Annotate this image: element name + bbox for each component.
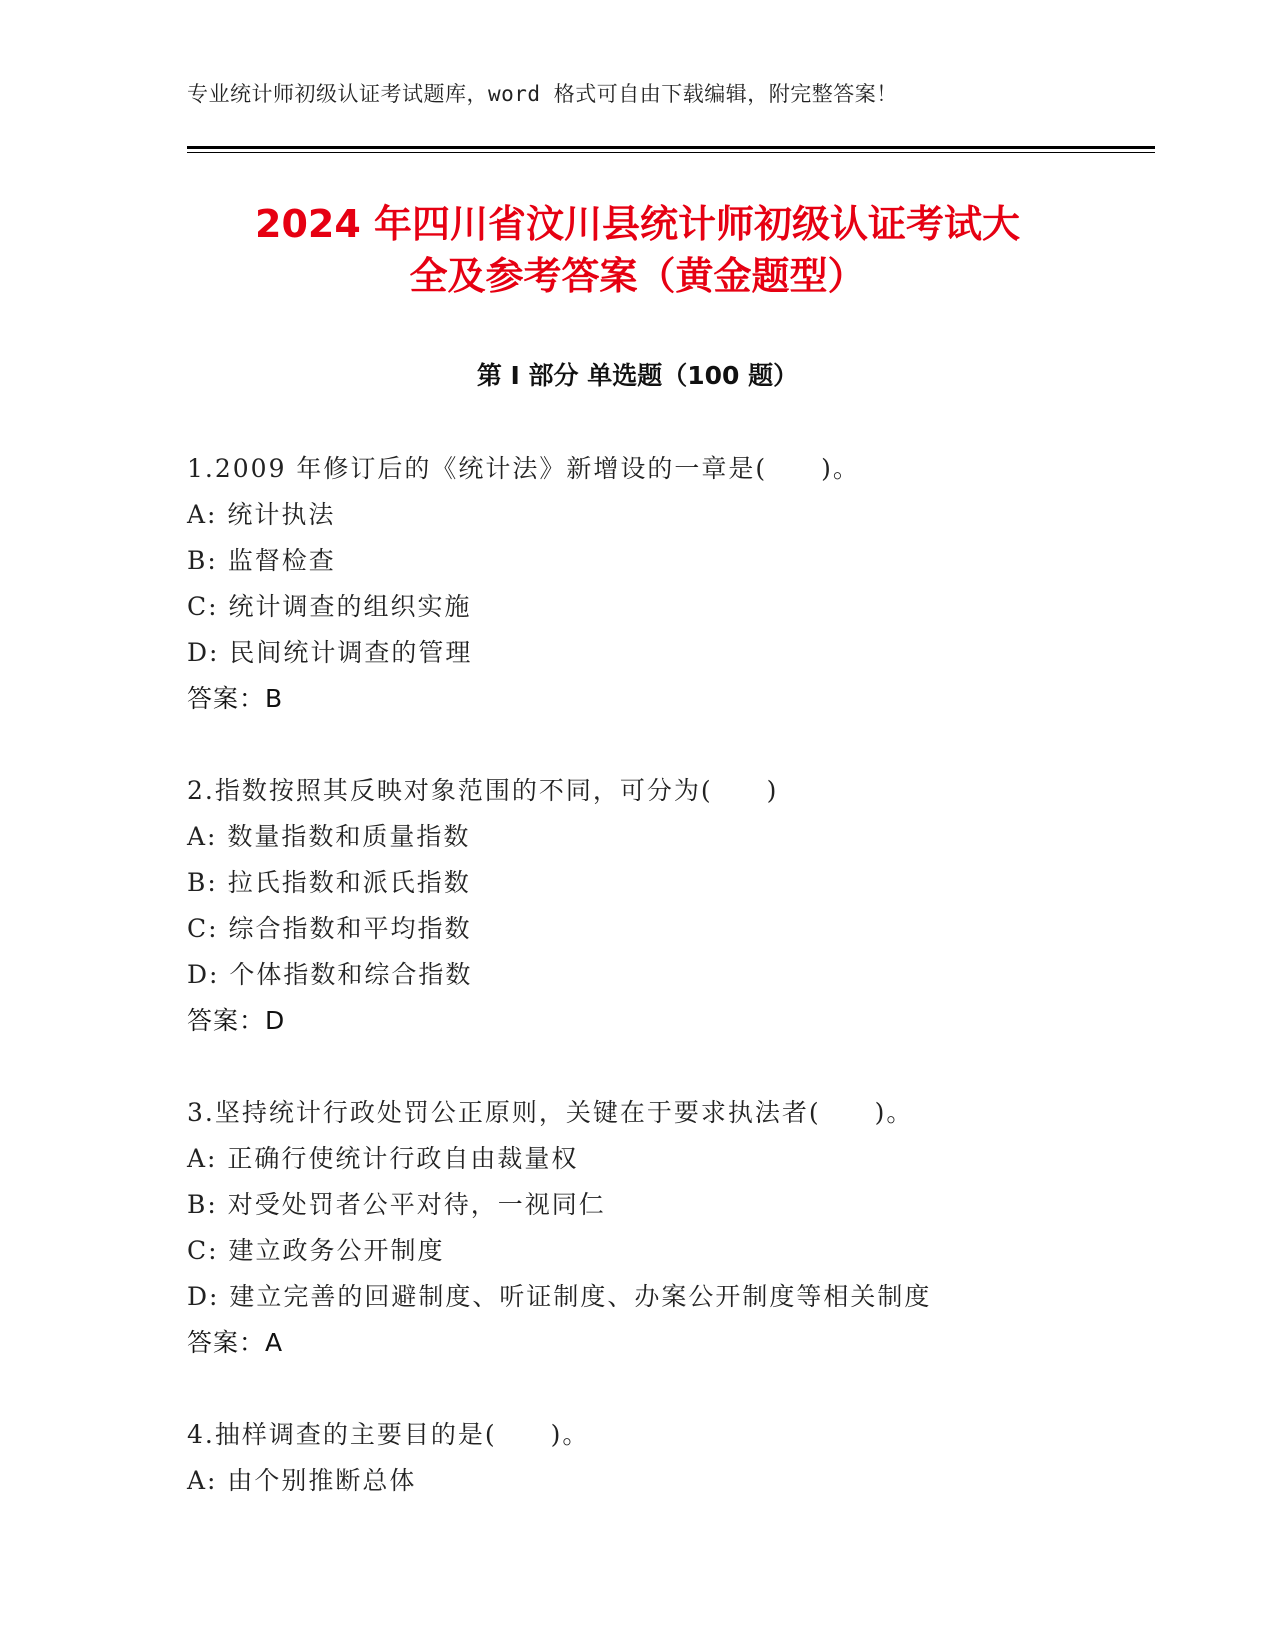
question-stem: 2.指数按照其反映对象范围的不同，可分为( ) <box>187 776 779 805</box>
option-b: B: 拉氏指数和派氏指数 <box>187 868 471 897</box>
header-divider-thick <box>187 146 1155 149</box>
option-a: A: 正确行使统计行政自由裁量权 <box>187 1144 579 1173</box>
document-title-line-2: 全及参考答案（黄金题型） <box>409 254 866 298</box>
question-3 <box>187 1090 1177 1366</box>
option-c: C: 建立政务公开制度 <box>187 1236 445 1265</box>
option-b: B: 监督检查 <box>187 546 336 575</box>
header-divider-thin <box>187 152 1155 153</box>
answer-line: 答案：D <box>187 1006 286 1035</box>
question-2 <box>187 768 1177 1044</box>
question-1 <box>187 446 1177 722</box>
option-d: D: 个体指数和综合指数 <box>187 960 473 989</box>
option-a: A: 数量指数和质量指数 <box>187 822 471 851</box>
question-stem: 4.抽样调查的主要目的是( )。 <box>187 1420 590 1449</box>
option-a: A: 统计执法 <box>187 500 336 529</box>
question-4 <box>187 1412 1177 1504</box>
question-stem: 3.坚持统计行政处罚公正原则，关键在于要求执法者( )。 <box>187 1098 914 1127</box>
question-stem: 1.2009 年修订后的《统计法》新增设的一章是( )。 <box>187 454 860 483</box>
option-c: C: 统计调查的组织实施 <box>187 592 472 621</box>
option-a: A: 由个别推断总体 <box>187 1466 417 1495</box>
document-title <box>150 198 1125 302</box>
answer-line: 答案：A <box>187 1328 284 1357</box>
option-b: B: 对受处罚者公平对待，一视同仁 <box>187 1190 606 1219</box>
question-list <box>187 446 1177 1550</box>
option-d: D: 建立完善的回避制度、听证制度、办案公开制度等相关制度 <box>187 1282 932 1311</box>
option-d: D: 民间统计调查的管理 <box>187 638 473 667</box>
section-heading: 第 I 部分 单选题（100 题） <box>476 361 799 390</box>
header-note: 专业统计师初级认证考试题库，word 格式可自由下载编辑，附完整答案！ <box>187 82 898 106</box>
document-title-line-1: 2024 年四川省汶川县统计师初级认证考试大 <box>255 202 1020 246</box>
answer-line: 答案：B <box>187 684 284 713</box>
option-c: C: 综合指数和平均指数 <box>187 914 472 943</box>
